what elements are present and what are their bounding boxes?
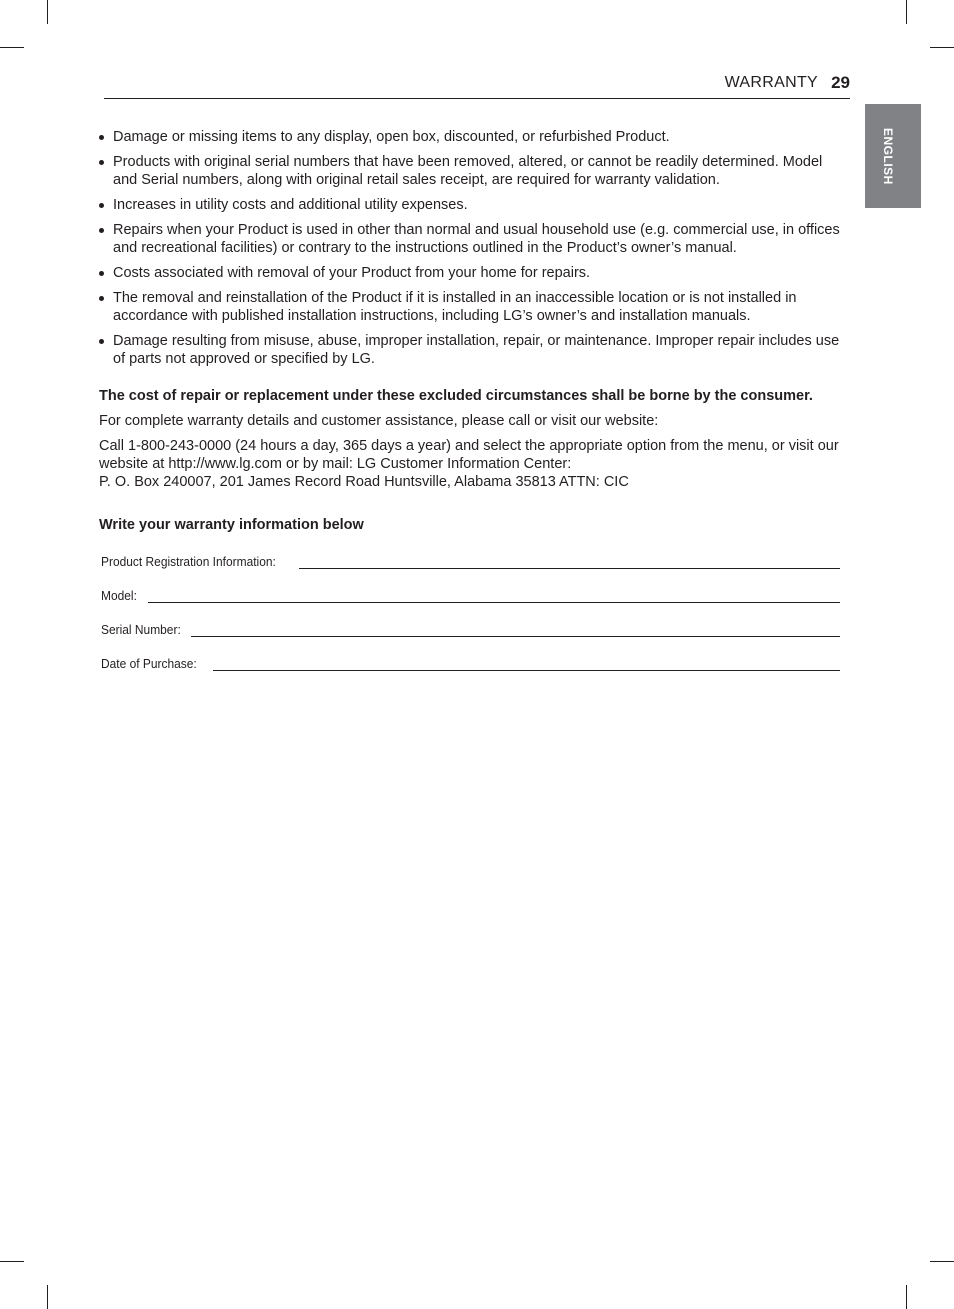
list-item-text: Damage resulting from misuse, abuse, improper installation, repair, or maintenance. Improper repair includes use of parts not approved or specified by LG. [113,333,840,367]
list-item [99,221,849,257]
field-label: Serial Number: [101,622,181,637]
crop-mark-bottom-right [906,1285,907,1309]
fill-in-line[interactable] [148,601,840,603]
bullet-icon [99,135,104,140]
field-label: Model: [101,588,137,603]
product-registration-field[interactable] [101,549,840,569]
exclusions-list [99,128,849,368]
list-item [99,264,849,282]
bullet-icon [99,228,104,233]
contact-address: P. O. Box 240007, 201 James Record Road Huntsville, Alabama 35813 ATTN: CIC [99,474,629,490]
crop-mark-top-left [47,0,48,24]
page-number: 29 [831,73,850,92]
list-item [99,196,849,214]
page-header [104,72,850,99]
serial-number-field[interactable] [101,617,840,637]
fill-in-line[interactable] [213,669,840,671]
list-item [99,128,849,146]
date-of-purchase-field[interactable] [101,651,840,671]
list-item-text: Increases in utility costs and additional utility expenses. [113,197,468,213]
bullet-icon [99,339,104,344]
crop-mark-bottom-left [0,1261,24,1262]
section-title: WARRANTY [724,74,818,91]
crop-mark-bottom-left [47,1285,48,1309]
bullet-icon [99,160,104,165]
list-item [99,289,849,325]
language-tab [865,104,921,208]
list-item-text: Repairs when your Product is used in other than normal and usual household use (e.g. commercial use, in offices and recreational facilities) or contrary to the instructions outlined in the Product’s owner’s manual. [113,222,840,256]
contact-intro: For complete warranty details and customer assistance, please call or visit our website: [99,413,659,429]
list-item [99,332,849,368]
list-item-text: Costs associated with removal of your Product from your home for repairs. [113,265,591,281]
field-label: Product Registration Information: [101,554,276,569]
contact-call: Call 1-800-243-0000 (24 hours a day, 365 days a year) and select the appropriate option from the menu, or visit our website at http://www.lg.com or by mail: LG Customer Information Center: [99,438,839,472]
warranty-content [99,128,849,491]
list-item-text: Products with original serial numbers that have been removed, altered, or cannot be readily determined. Model and Serial numbers, along with original retail sales receipt, are required for warranty validation. [113,154,823,188]
bullet-icon [99,296,104,301]
crop-mark-top-right [930,47,954,48]
contact-details [99,437,849,491]
form-title: Write your warranty information below [99,517,364,533]
model-field[interactable] [101,583,840,603]
crop-mark-bottom-right [930,1261,954,1262]
list-item [99,153,849,189]
language-tab-label: ENGLISH [881,128,895,185]
list-item-text: Damage or missing items to any display, open box, discounted, or refurbished Product. [113,129,670,145]
list-item-text: The removal and reinstallation of the Product if it is installed in an inaccessible location or is not installed in accordance with published installation instructions, including LG’s owner’s and installation manuals. [113,290,797,324]
fill-in-line[interactable] [191,635,840,637]
cost-note: The cost of repair or replacement under these excluded circumstances shall be borne by the consumer. [99,388,813,404]
fill-in-line[interactable] [299,567,840,569]
bullet-icon [99,203,104,208]
crop-mark-top-right [906,0,907,24]
crop-mark-top-left [0,47,24,48]
bullet-icon [99,271,104,276]
field-label: Date of Purchase: [101,656,197,671]
